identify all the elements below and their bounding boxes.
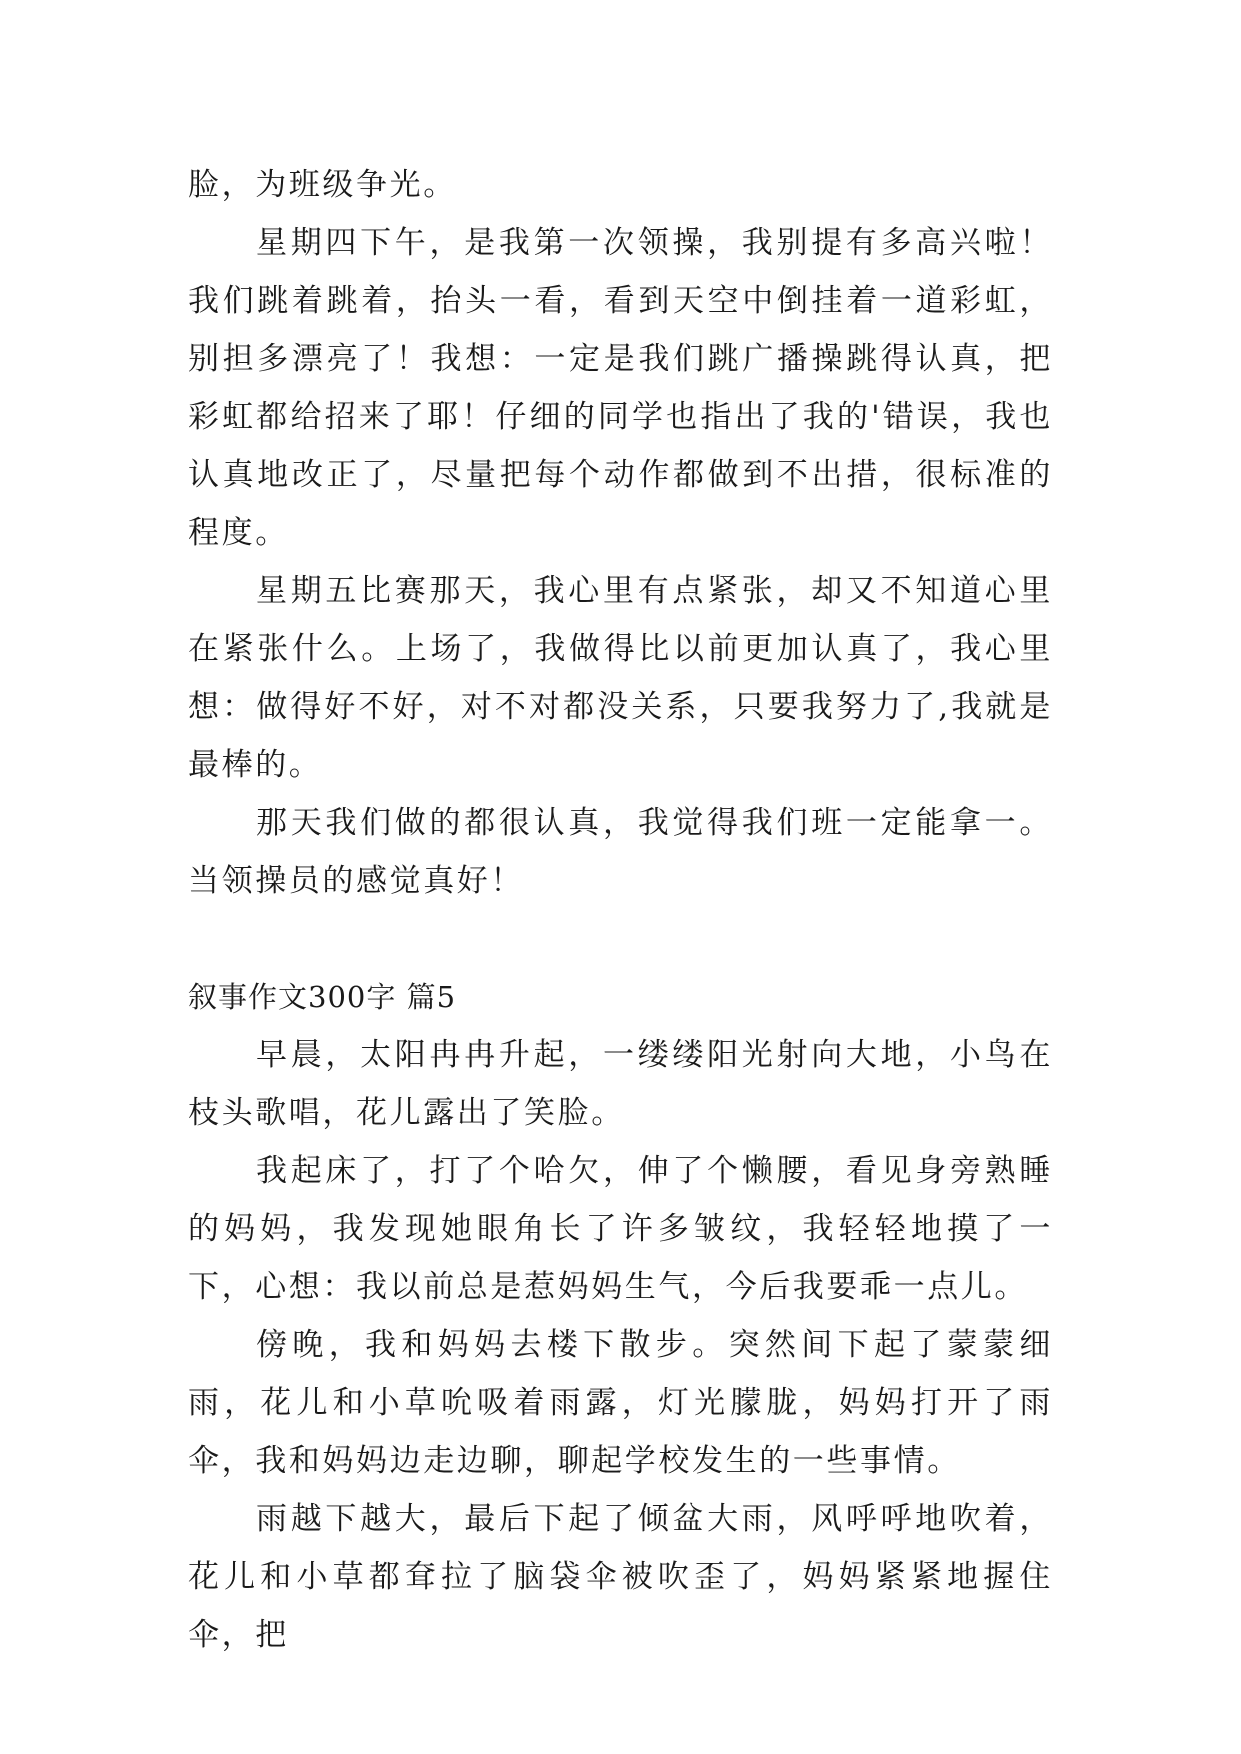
section-heading: 叙事作文300字 篇5 — [188, 980, 457, 1014]
paragraph: 早晨，太阳冉冉升起，一缕缕阳光射向大地，小鸟在枝头歌唱，花儿露出了笑脸。 — [188, 1037, 1053, 1131]
paragraph: 那天我们做的都很认真，我觉得我们班一定能拿一。当领操员的感觉真好！ — [188, 805, 1053, 899]
paragraph: 傍晚，我和妈妈去楼下散步。突然间下起了蒙蒙细雨，花儿和小草吮吸着雨露，灯光朦胧，妈妈打开了雨伞，我和妈妈边走边聊，聊起学校发生的一些事情。 — [188, 1327, 1053, 1479]
paragraph: 我起床了，打了个哈欠，伸了个懒腰，看见身旁熟睡的妈妈，我发现她眼角长了许多皱纹，我轻轻地摸了一下，心想：我以前总是惹妈妈生气，今后我要乖一点儿。 — [188, 1153, 1053, 1305]
paragraph: 星期五比赛那天，我心里有点紧张，却又不知道心里在紧张什么。上场了，我做得比以前更加认真了，我心里想：做得好不好，对不对都没关系，只要我努力了,我就是最棒的。 — [188, 573, 1053, 783]
document-body — [188, 156, 1053, 1664]
paragraph: 雨越下越大，最后下起了倾盆大雨，风呼呼地吹着，花儿和小草都耷拉了脑袋伞被吹歪了，妈妈紧紧地握住伞，把 — [188, 1501, 1053, 1653]
paragraph: 星期四下午，是我第一次领操，我别提有多高兴啦！我们跳着跳着，抬头一看，看到天空中倒挂着一道彩虹，别担多漂亮了！我想：一定是我们跳广播操跳得认真，把彩虹都给招来了耶！仔细的同学也指出了我的'错误，我也认真地改正了，尽量把每个动作都做到不出措，很标准的程度。 — [188, 225, 1053, 551]
paragraph-continuation: 脸，为班级争光。 — [188, 167, 457, 203]
